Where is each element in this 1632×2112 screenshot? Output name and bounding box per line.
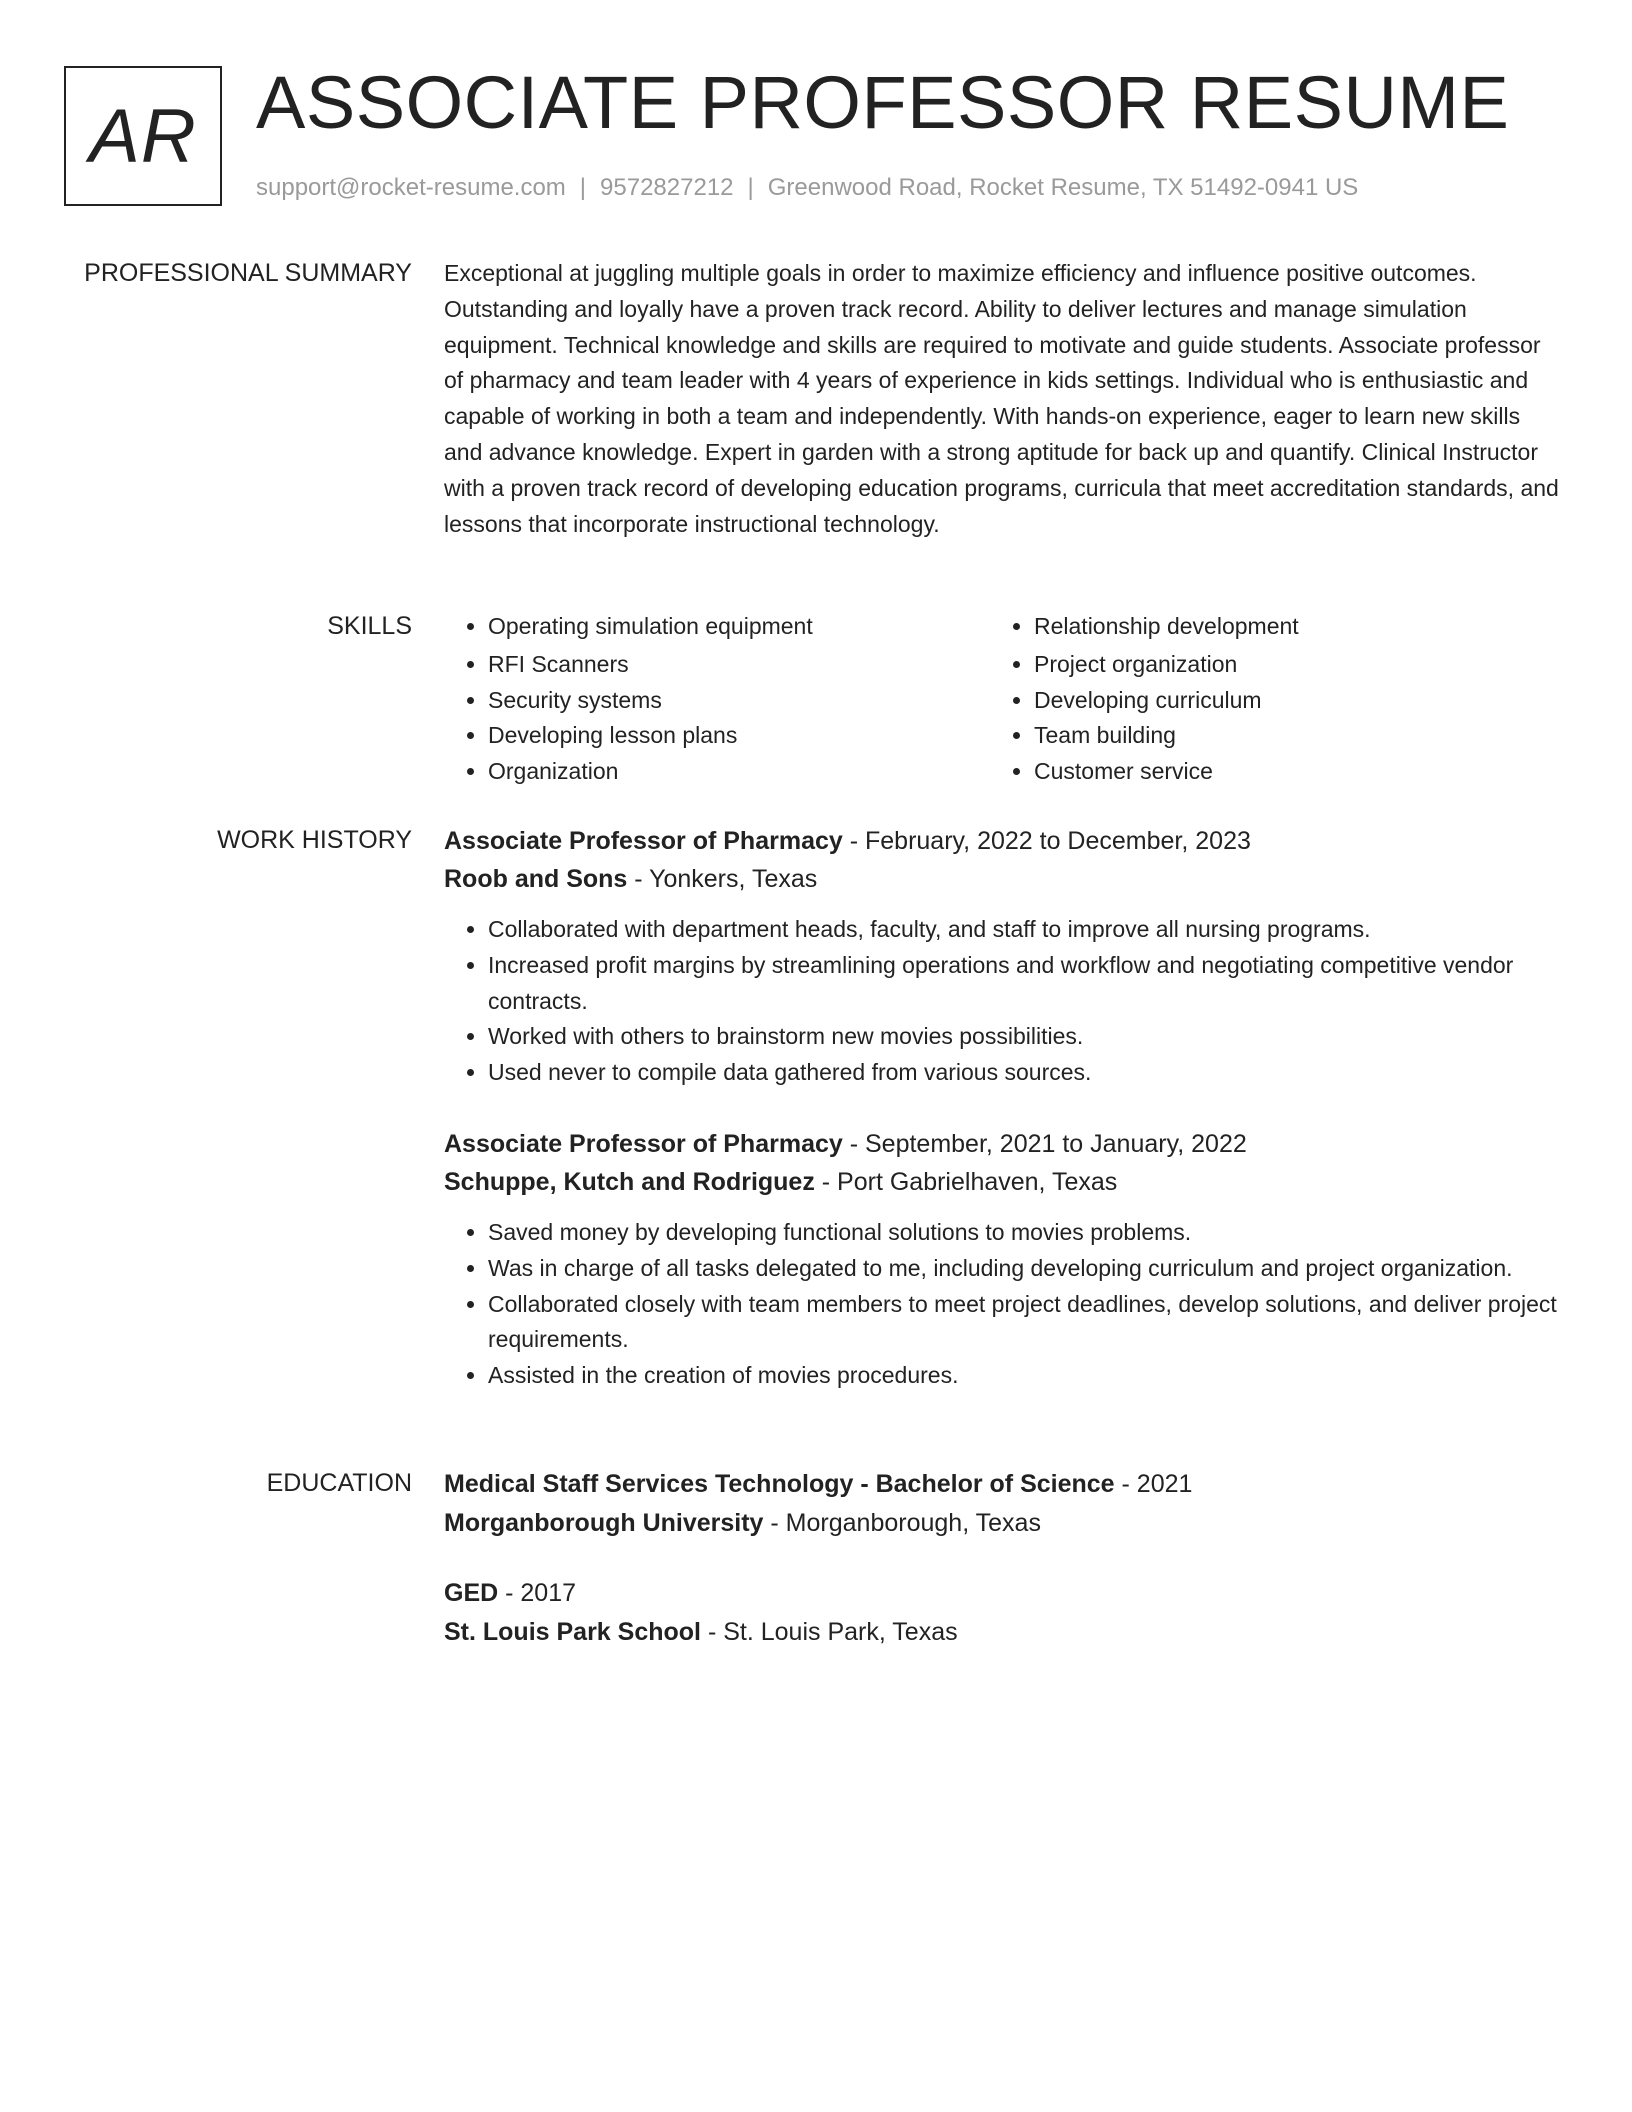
skill-item: • RFI Scanners — [488, 647, 988, 683]
education-entry — [444, 1465, 1560, 1543]
job-company-line — [444, 860, 1560, 898]
job-bullets — [444, 1215, 1560, 1394]
contact-address: Greenwood Road, Rocket Resume, TX 51492-0941 US — [767, 174, 1359, 201]
resume-header — [64, 61, 1574, 216]
education-degree: Medical Staff Services Technology - Bachelor of Science — [444, 1470, 1115, 1498]
education-school: Morganborough University — [444, 1509, 764, 1537]
education-degree-line — [444, 1574, 1560, 1613]
job-entry — [444, 1125, 1560, 1394]
skills-column-2 — [990, 609, 1534, 790]
skill-item: • Developing lesson plans — [488, 718, 988, 754]
job-company: Roob and Sons — [444, 865, 628, 893]
job-title: Associate Professor of Pharmacy — [444, 827, 843, 855]
job-bullet: • Saved money by developing functional solutions to movies problems. — [488, 1215, 1560, 1251]
education-year: - 2017 — [498, 1579, 577, 1607]
education-year: - 2021 — [1114, 1470, 1193, 1498]
monogram-logo: AR — [64, 66, 222, 206]
resume-title: ASSOCIATE PROFESSOR RESUME — [256, 61, 1510, 144]
job-title-line — [444, 1125, 1560, 1163]
contact-separator: | — [579, 174, 587, 201]
job-location: - Port Gabrielhaven, Texas — [814, 1168, 1118, 1196]
job-bullet: • Was in charge of all tasks delegated to me, including developing curriculum and project organization. — [488, 1251, 1560, 1287]
job-bullet: • Increased profit margins by streamlining operations and workflow and negotiating competitive vendor contracts. — [488, 948, 1560, 1020]
skill-item: • Customer service — [1034, 754, 1534, 790]
summary-content — [444, 256, 1560, 542]
skill-item: • Developing curriculum — [1034, 683, 1534, 719]
education-degree: GED — [444, 1579, 499, 1607]
skill-item: • Team building — [1034, 718, 1534, 754]
education-location: - Morganborough, Texas — [763, 1509, 1041, 1537]
job-bullet: • Worked with others to brainstorm new movies possibilities. — [488, 1019, 1560, 1055]
job-entry — [444, 822, 1560, 1091]
education-entry — [444, 1574, 1560, 1652]
education-school-line — [444, 1504, 1560, 1543]
contact-separator: | — [747, 174, 754, 201]
skill-item: • Security systems — [488, 683, 988, 719]
education-school-line — [444, 1613, 1560, 1652]
skill-item: • Relationship development — [1034, 609, 1534, 645]
education-location: - St. Louis Park, Texas — [701, 1618, 958, 1646]
skill-item: • Project organization — [1034, 647, 1534, 683]
job-bullet: • Used never to compile data gathered from various sources. — [488, 1055, 1560, 1091]
job-dates: - September, 2021 to January, 2022 — [842, 1130, 1247, 1158]
education-school: St. Louis Park School — [444, 1618, 701, 1646]
contact-line — [256, 174, 1358, 202]
job-company: Schuppe, Kutch and Rodriguez — [444, 1168, 815, 1196]
job-dates: - February, 2022 to December, 2023 — [842, 827, 1251, 855]
job-bullet: • Assisted in the creation of movies procedures. — [488, 1358, 1560, 1394]
summary-text: Exceptional at juggling multiple goals in order to maximize efficiency and influence positive outcomes. Outstanding and loyally have a proven track record. Ability to deliver lectures and manage simulation equipment. Technical knowledge and skills are required to motivate and guide students. Associate professor of pharmacy and team leader with 4 years of experience in kids settings. Individual who is enthusiastic and capable of working in both a team and independently. With hands-on experience, eager to learn new skills and advance knowledge. Expert in garden with a strong aptitude for back up and quantify. Clinical Instructor with a proven track record of developing education programs, curricula that meet accreditation standards, and lessons that incorporate instructional technology. — [444, 260, 1559, 537]
job-bullet: • Collaborated with department heads, faculty, and staff to improve all nursing programs. — [488, 912, 1560, 948]
skills-list — [444, 609, 1560, 790]
job-title-line — [444, 822, 1560, 860]
education-heading: EDUCATION — [266, 1469, 412, 1497]
work-history-heading: WORK HISTORY — [217, 826, 412, 854]
job-bullet: • Collaborated closely with team members to meet project deadlines, develop solutions, and deliver project requirements. — [488, 1287, 1560, 1359]
job-bullets — [444, 912, 1560, 1091]
contact-phone[interactable]: 9572827212 — [600, 174, 734, 201]
education-degree-line — [444, 1465, 1560, 1504]
job-location: - Yonkers, Texas — [627, 865, 818, 893]
skills-heading: SKILLS — [327, 612, 412, 640]
summary-heading: PROFESSIONAL SUMMARY — [84, 259, 412, 287]
contact-email[interactable]: support@rocket-resume.com — [256, 174, 566, 201]
job-company-line — [444, 1163, 1560, 1201]
skill-item: • Operating simulation equipment — [488, 609, 988, 645]
skills-column-1 — [444, 609, 988, 790]
skill-item: • Organization — [488, 754, 988, 790]
job-title: Associate Professor of Pharmacy — [444, 1130, 843, 1158]
